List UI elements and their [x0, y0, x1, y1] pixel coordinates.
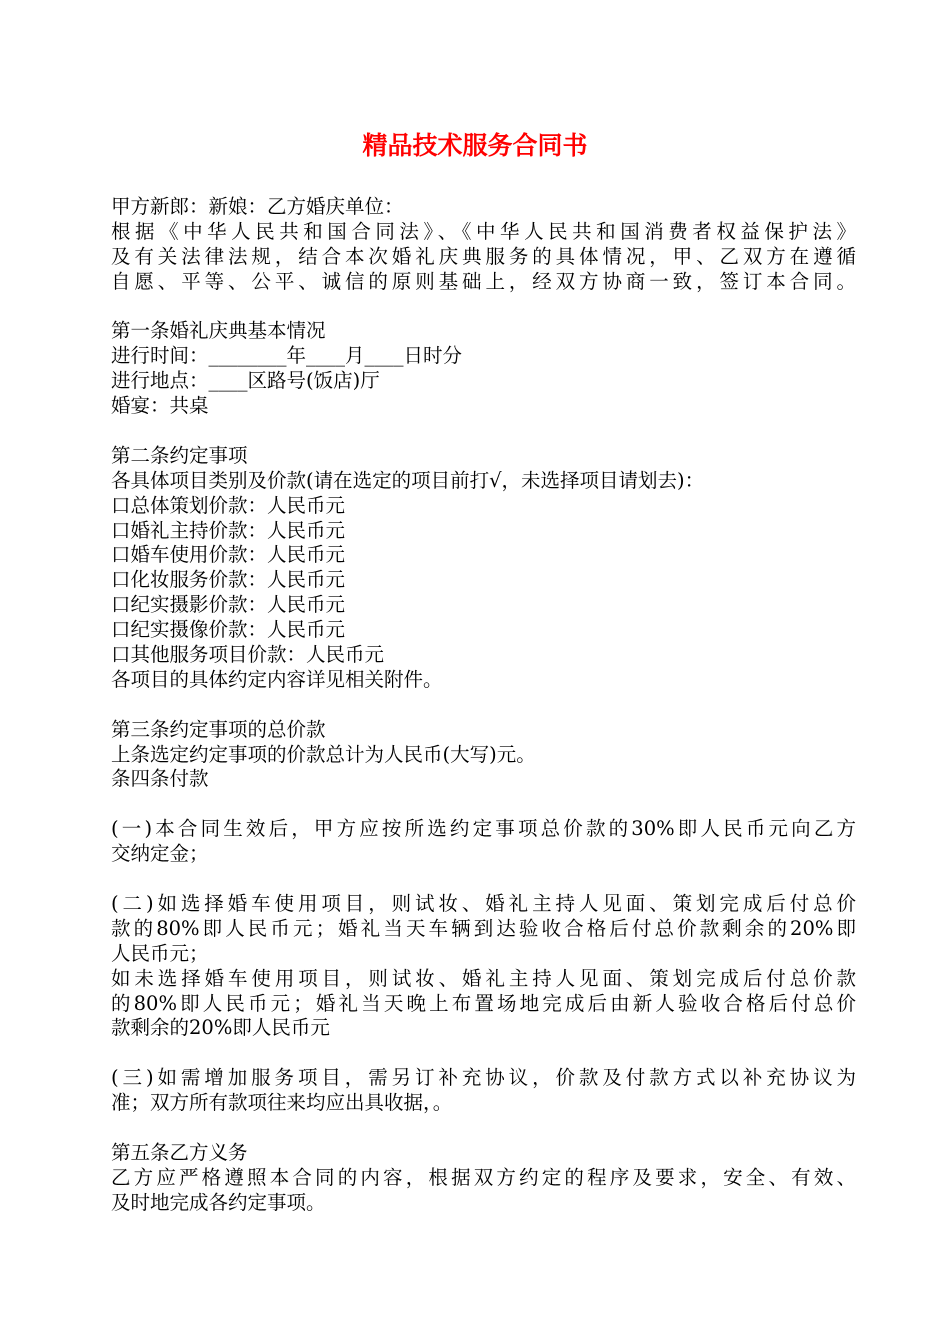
body-line: 如未选择婚车使用项目，则试妆、婚礼主持人见面、策划完成后付总价款 — [111, 966, 856, 990]
body-line: 的80%即人民币元；婚礼当天晚上布置场地完成后由新人验收合格后付总价 — [111, 991, 856, 1015]
body-line: 口化妆服务价款：人民币元 — [111, 568, 346, 592]
body-line: 根据《中华人民共和国合同法》、《中华人民共和国消费者权益保护法》 — [111, 219, 856, 243]
body-line: 自愿、平等、公平、诚信的原则基础上，经双方协商一致，签订本合同。 — [111, 269, 856, 293]
blank-line — [111, 792, 856, 817]
body-line: 各具体项目类别及价款(请在选定的项目前打√，未选择项目请划去)： — [111, 468, 705, 492]
body-line: (二)如选择婚车使用项目，则试妆、婚礼主持人见面、策划完成后付总价 — [111, 891, 856, 915]
body-line: 婚宴：共桌 — [111, 394, 209, 418]
body-line: 上条选定约定事项的价款总计为人民币(大写)元。 — [111, 742, 536, 766]
document-title: 精品技术服务合同书 — [362, 131, 588, 160]
body-line: 人民币元； — [111, 941, 209, 965]
body-line: 口总体策划价款：人民币元 — [111, 493, 346, 517]
body-line: 口其他服务项目价款：人民币元 — [111, 643, 385, 667]
blank-line — [111, 867, 856, 892]
body-line: 口纪实摄影价款：人民币元 — [111, 593, 346, 617]
body-line: 条四条付款 — [111, 767, 209, 791]
blank-line — [111, 419, 856, 444]
body-line: (三)如需增加服务项目，需另订补充协议，价款及付款方式以补充协议为 — [111, 1066, 856, 1090]
body-line: 口纪实摄像价款：人民币元 — [111, 618, 346, 642]
body-line: (一)本合同生效后，甲方应按所选约定事项总价款的30%即人民币元向乙方 — [111, 817, 856, 841]
body-line: 交纳定金； — [111, 842, 209, 866]
body-line: 口婚车使用价款：人民币元 — [111, 543, 346, 567]
body-line: 及有关法律法规，结合本次婚礼庆典服务的具体情况，甲、乙双方在遵循 — [111, 244, 856, 268]
body-line: 款的80%即人民币元；婚礼当天车辆到达验收合格后付总价款剩余的20%即 — [111, 916, 856, 940]
body-line: 第五条乙方义务 — [111, 1140, 248, 1164]
body-line: 款剩余的20%即人民币元 — [111, 1016, 330, 1040]
document-body — [111, 195, 856, 1216]
body-line: 进行地点：____区路号(饭店)厅 — [111, 369, 380, 393]
body-line: 各项目的具体约定内容详见相关附件。 — [111, 667, 443, 691]
body-line: 及时地完成各约定事项。 — [111, 1190, 326, 1214]
blank-line — [111, 1116, 856, 1141]
body-line: 进行时间：________年____月____日时分 — [111, 344, 463, 368]
body-line: 第三条约定事项的总价款 — [111, 717, 326, 741]
body-line: 口婚礼主持价款：人民币元 — [111, 518, 346, 542]
blank-line — [111, 295, 856, 320]
body-line: 准；双方所有款项往来均应出具收据，。 — [111, 1091, 453, 1115]
blank-line — [111, 693, 856, 718]
body-line: 乙方应严格遵照本合同的内容，根据双方约定的程序及要求，安全、有效、 — [111, 1165, 856, 1189]
body-line: 甲方新郎：新娘：乙方婚庆单位： — [111, 195, 404, 218]
body-line: 第一条婚礼庆典基本情况 — [111, 319, 326, 343]
blank-line — [111, 1041, 856, 1066]
body-line: 第二条约定事项 — [111, 443, 248, 467]
